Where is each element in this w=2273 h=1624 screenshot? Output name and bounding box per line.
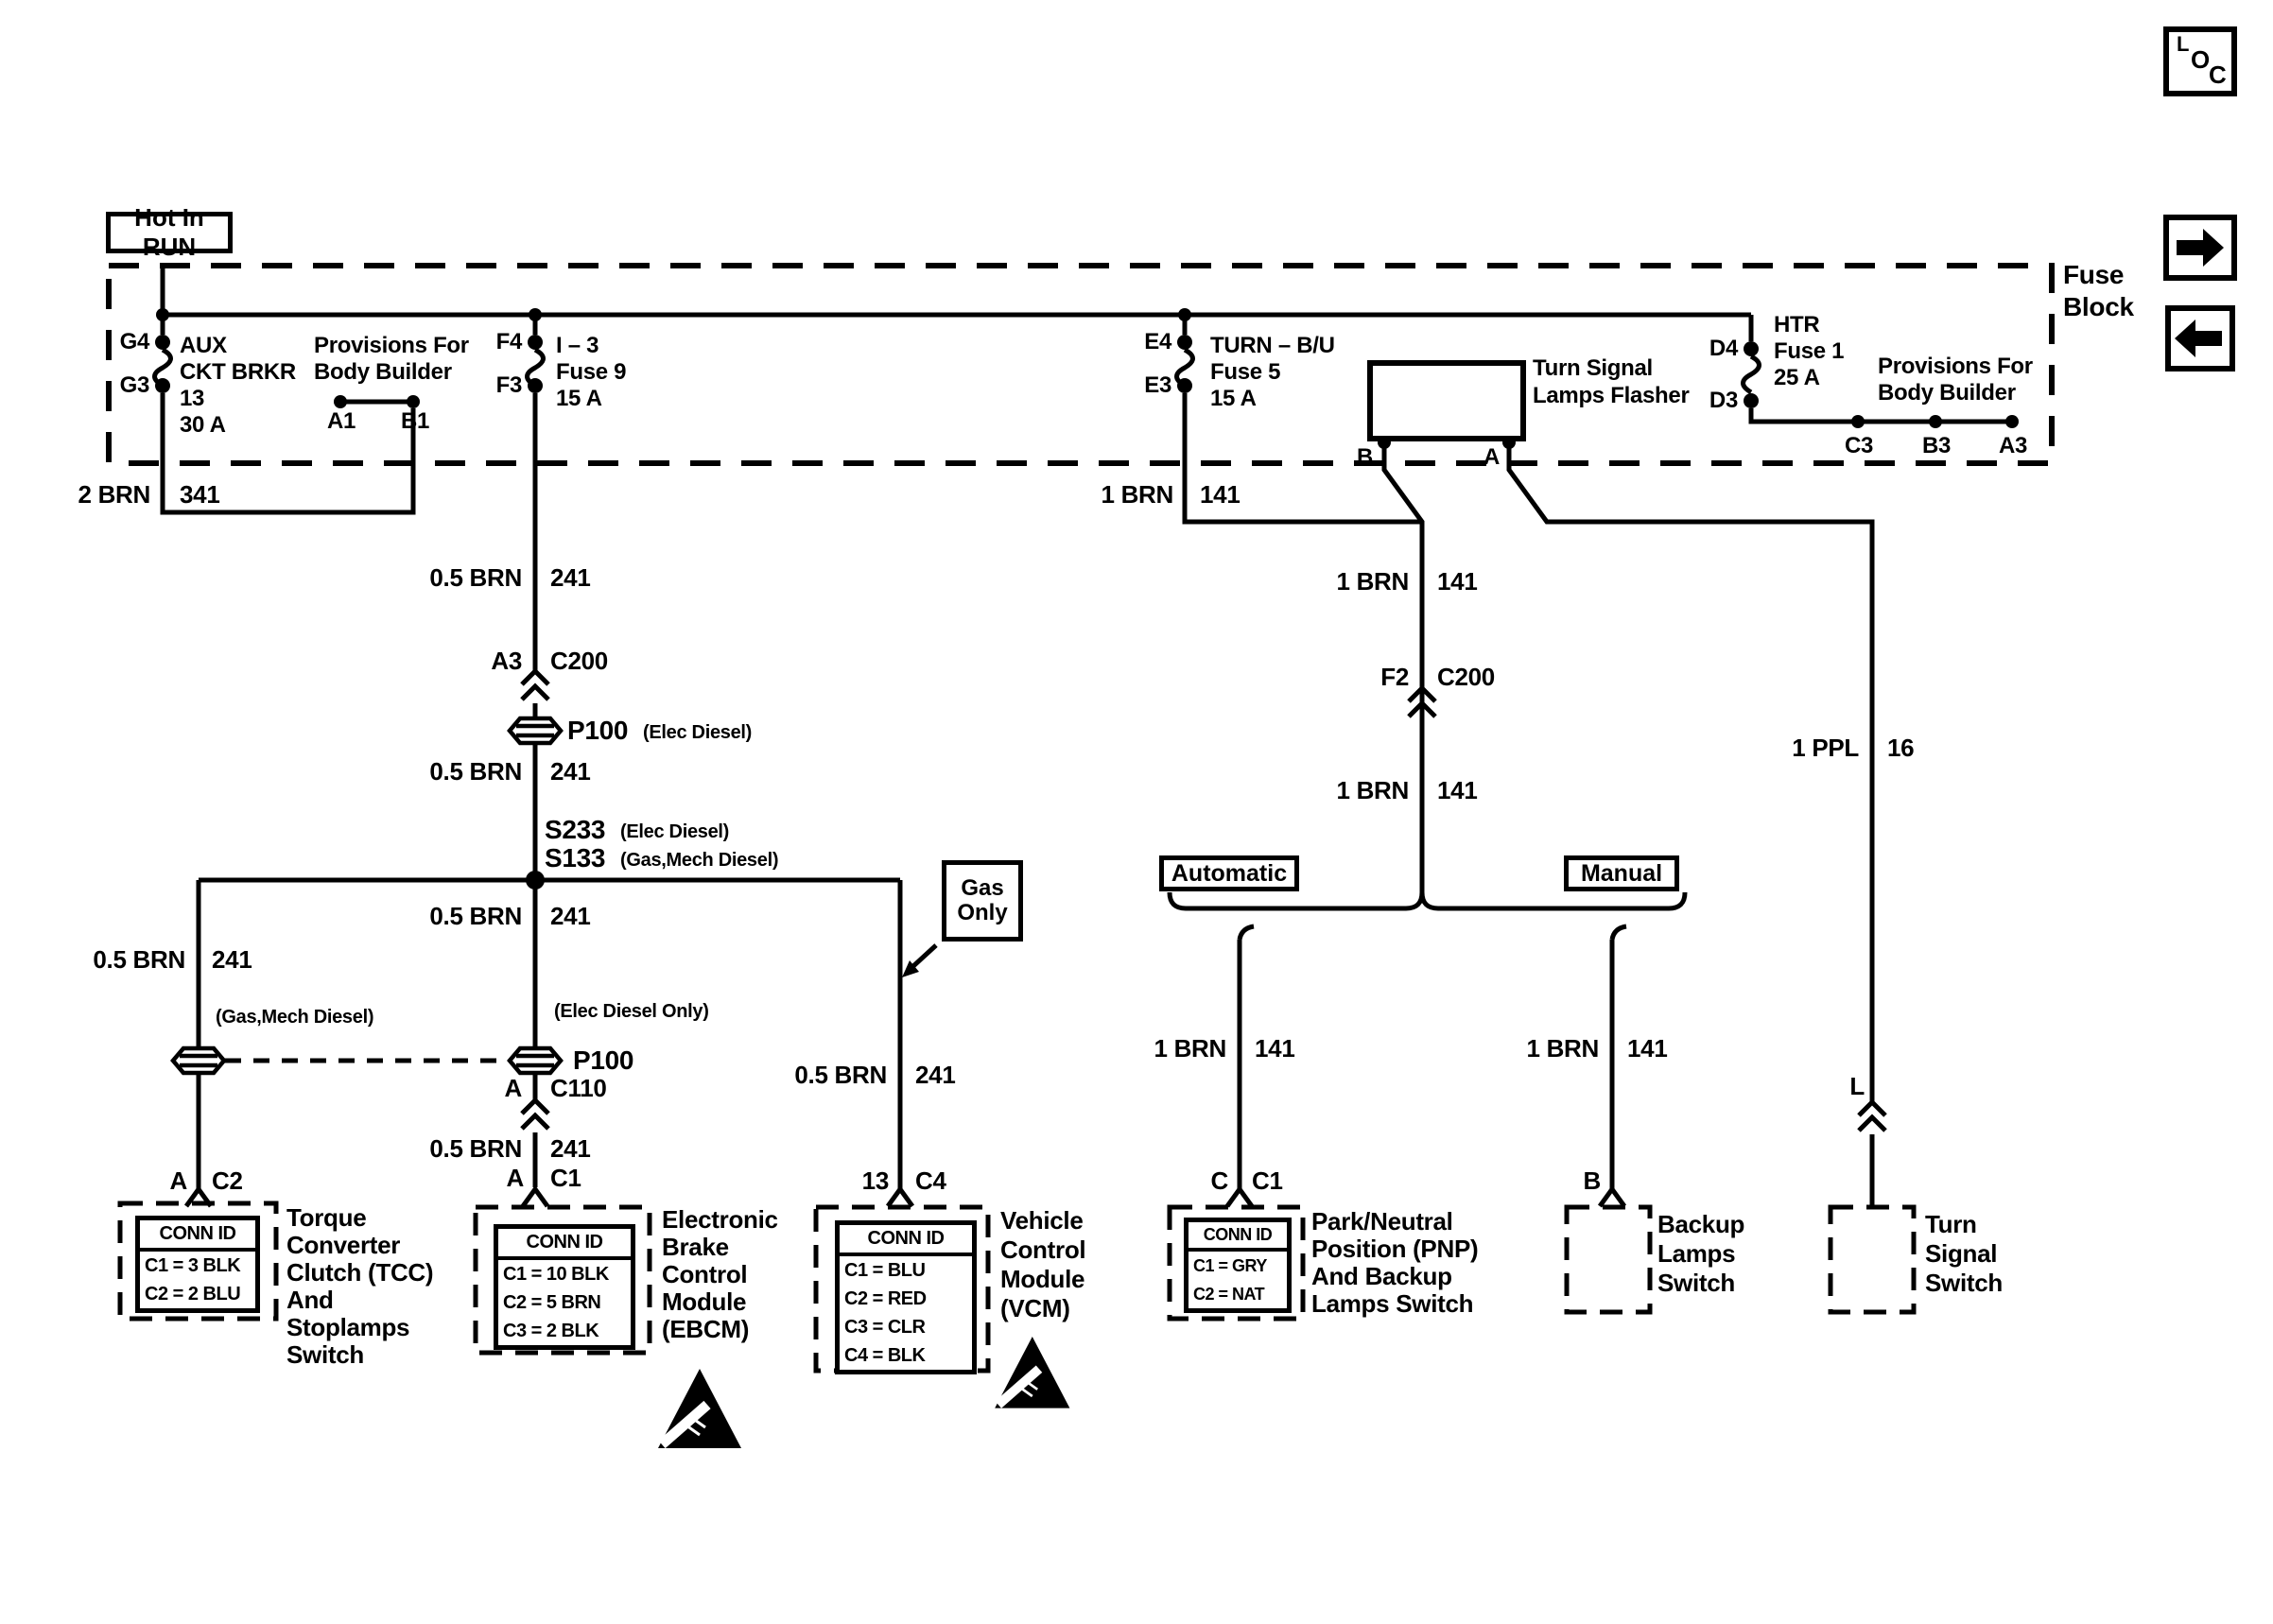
fuse-block-title-1: Fuse (2063, 260, 2125, 289)
connector-name: C200 (1437, 663, 1495, 691)
wire-gauge: 1 BRN (1101, 480, 1173, 509)
terminal-pin: 13 (861, 1166, 889, 1195)
tcc-conn-id-table (135, 1216, 260, 1313)
wire-circuit: 141 (1255, 1034, 1295, 1063)
ebcm-name-line: Control (662, 1260, 748, 1288)
conn-id-row: C2 = 5 BRN (503, 1292, 601, 1313)
wire-gauge: 2 BRN (78, 480, 150, 509)
pnp-name-line: Park/Neutral (1311, 1207, 1453, 1235)
pnp-name-line: Lamps Switch (1311, 1289, 1474, 1318)
tcc-name-line: Switch (286, 1340, 364, 1369)
splice-note: (Gas,Mech Diesel) (620, 850, 779, 871)
conn-id-row: C2 = RED (844, 1288, 927, 1309)
c200-a3-connector-icon (522, 671, 548, 684)
pin-f3: F3 (495, 372, 522, 398)
pin-a1: A1 (327, 408, 356, 434)
vcm-name-line: Module (1000, 1265, 1085, 1293)
wire-gauge: 1 BRN (1526, 1034, 1599, 1063)
pin-d4: D4 (1709, 336, 1738, 361)
terminal-pin: A (169, 1166, 187, 1195)
pnp-name (1311, 1208, 1478, 1318)
gas-only-arrow-line (913, 945, 936, 966)
connector-pin: A (504, 1074, 522, 1102)
ebcm-name-line: Electronic (662, 1205, 778, 1234)
turn-name-line: Signal (1925, 1239, 1998, 1268)
pin-e4: E4 (1144, 329, 1171, 354)
provisions-line: Body Builder (314, 359, 452, 385)
flasher-line: Lamps Flasher (1533, 383, 1690, 408)
wire-gauge: 1 BRN (1336, 776, 1409, 804)
terminal-pin: C (1210, 1166, 1228, 1195)
grommet-note: (Elec Diesel Only) (554, 1001, 709, 1022)
provisions-line: Provisions For (314, 333, 469, 358)
wire-gauge: 1 PPL (1792, 734, 1859, 762)
ebcm-name (662, 1206, 778, 1343)
fuse9-line: Fuse 9 (556, 359, 627, 385)
c200-a3-connector-icon (522, 686, 548, 700)
fuse9-wire (528, 315, 544, 671)
splice-note: (Elec Diesel) (620, 821, 730, 842)
turn-switch-outline (1831, 1207, 1914, 1312)
conn-id-row: C1 = GRY (1193, 1256, 1267, 1275)
loc-letter-o: O (2191, 45, 2210, 74)
conn-id-header: CONN ID (140, 1220, 255, 1252)
wire-gauge: 0.5 BRN (429, 1134, 522, 1163)
conn-id-row: C2 = 2 BLU (145, 1284, 241, 1304)
vcm-conn-id-table (835, 1220, 977, 1374)
connector-name: C200 (550, 647, 608, 675)
wire-gauge: 0.5 BRN (429, 902, 522, 930)
wire-gauge: 0.5 BRN (429, 757, 522, 786)
turn-name-line: Turn (1925, 1210, 1977, 1238)
aux-line: 13 (180, 386, 205, 411)
wire-circuit: 241 (212, 945, 252, 974)
split-brace (1170, 892, 1685, 908)
gas-only-line: Gas (961, 875, 1004, 901)
conn-id-row: C3 = 2 BLK (503, 1321, 599, 1341)
wire-circuit: 241 (550, 902, 591, 930)
p100-lower-grommet-icon (510, 1048, 561, 1073)
vcm-terminal-icon (888, 1189, 912, 1206)
backup-name-line: Switch (1657, 1269, 1735, 1297)
wire-gauge: 0.5 BRN (794, 1061, 887, 1089)
terminal-dots (155, 308, 2019, 977)
terminal-conn: C1 (1252, 1166, 1283, 1195)
wire-gauge: 0.5 BRN (93, 945, 185, 974)
tcc-name (286, 1204, 433, 1369)
pnp-name-line: Position (PNP) (1311, 1235, 1479, 1263)
wire-gauge: 0.5 BRN (429, 563, 522, 592)
conn-id-row: C1 = 10 BLK (503, 1264, 609, 1285)
next-page-button[interactable] (2163, 215, 2237, 281)
pnp-terminal-icon (1227, 1189, 1252, 1206)
fuse5-line: TURN – B/U (1210, 333, 1335, 358)
pin-b3: B3 (1922, 433, 1952, 458)
ebcm-conn-id-table (494, 1224, 635, 1350)
ebcm-name-line: Module (662, 1287, 747, 1316)
backup-name-line: Backup (1657, 1210, 1745, 1238)
provisions-right-label (1878, 354, 2033, 406)
aux-breaker-label (180, 333, 296, 439)
left-arrow-icon (2171, 311, 2230, 366)
provisions-left-label (314, 333, 469, 386)
conn-id-row: C1 = 3 BLK (145, 1255, 241, 1276)
conn-id-row: C2 = NAT (1193, 1285, 1265, 1304)
grommet-name: P100 (567, 716, 629, 745)
loc-letter-l: L (2177, 32, 2190, 56)
grommet-note: (Gas,Mech Diesel) (216, 1007, 374, 1028)
splice-name: S233 (545, 815, 606, 844)
pin-a3: A3 (1999, 433, 2028, 458)
fuse5-label (1210, 333, 1335, 412)
connector-pin: F2 (1380, 663, 1409, 691)
pin-b1: B1 (401, 408, 430, 434)
fuse1-label (1774, 312, 1844, 391)
terminal-conn: C2 (212, 1166, 243, 1195)
esd-warning-icon (658, 1369, 741, 1448)
fuse5-line: Fuse 5 (1210, 359, 1281, 385)
pin-c3: C3 (1845, 433, 1874, 458)
automatic-tag (1159, 855, 1299, 891)
aux-line: AUX (180, 333, 227, 358)
tcc-name-line: Stoplamps (286, 1313, 410, 1341)
right-arrow-icon (2169, 220, 2231, 275)
wire-circuit: 241 (550, 563, 591, 592)
ebcm-name-line: (EBCM) (662, 1315, 750, 1343)
pnp-conn-id-table (1184, 1218, 1292, 1313)
pnp-name-line: And Backup (1311, 1262, 1452, 1290)
tcc-name-line: Clutch (TCC) (286, 1258, 434, 1287)
flasher-a-wire (1509, 442, 1872, 1102)
turn-switch-name (1925, 1210, 2003, 1298)
flasher-pin-a: A (1483, 444, 1500, 470)
turn-l-connector-icon (1859, 1117, 1885, 1131)
wire-circuit: 341 (180, 480, 220, 509)
gas-only-tag (942, 860, 1023, 942)
manual-label: Manual (1580, 859, 1663, 887)
fuse1-line: HTR (1774, 312, 1820, 337)
wire-circuit: 141 (1627, 1034, 1668, 1063)
connector-name: C110 (550, 1074, 607, 1102)
terminal-conn: C4 (915, 1166, 946, 1195)
fuse9-label (556, 333, 626, 412)
conn-id-row: C3 = CLR (844, 1317, 926, 1338)
hot-in-run-tag (106, 203, 233, 261)
p100-upper-grommet-icon (510, 718, 561, 743)
c110-connector-icon (522, 1100, 548, 1114)
fuse9-line: I – 3 (556, 333, 599, 358)
fuse5-line: 15 A (1210, 386, 1257, 411)
gas-only-line: Only (957, 900, 1008, 925)
conn-id-row: C4 = BLK (844, 1345, 926, 1366)
prev-page-button[interactable] (2165, 305, 2235, 371)
automatic-label: Automatic (1171, 859, 1288, 887)
manual-branch-wire (1612, 926, 1626, 1189)
ebcm-terminal-icon (523, 1189, 547, 1206)
flasher-pin-b: B (1356, 444, 1373, 470)
wire-circuit: 141 (1437, 567, 1478, 596)
backup-name-line: Lamps (1657, 1239, 1736, 1268)
ebcm-name-line: Brake (662, 1233, 729, 1261)
tcc-name-line: Converter (286, 1231, 401, 1259)
terminal-pin: B (1583, 1166, 1601, 1195)
wire-gauge: 1 BRN (1154, 1034, 1226, 1063)
tcc-name-line: Torque (286, 1203, 367, 1232)
flasher-body (1370, 363, 1523, 439)
fuse-block-title-2: Block (2063, 292, 2134, 321)
pin-f4: F4 (495, 329, 522, 354)
wire-circuit: 241 (550, 757, 591, 786)
turn-l-connector-icon (1859, 1102, 1885, 1115)
automatic-branch-wire (1240, 926, 1254, 1189)
bus-wire (163, 268, 1751, 335)
hot-in-run-label: Hot In RUN (134, 203, 204, 261)
backup-terminal-icon (1600, 1189, 1624, 1206)
wire-circuit: 16 (1887, 734, 1915, 762)
wire-gauge: 1 BRN (1336, 567, 1409, 596)
vcm-name-line: (VCM) (1000, 1294, 1070, 1322)
terminal-pin: A (506, 1164, 524, 1192)
provisions-line: Body Builder (1878, 380, 2016, 406)
fuse1-line: Fuse 1 (1774, 338, 1845, 364)
connector-pin: A3 (491, 647, 522, 675)
pin-g4: G4 (119, 329, 149, 354)
vcm-name (1000, 1206, 1085, 1323)
loc-letter-c: C (2209, 60, 2227, 89)
provisions-line: Provisions For (1878, 354, 2033, 379)
left-grommet-icon (173, 1048, 224, 1073)
terminal-conn: C1 (550, 1164, 581, 1192)
c110-connector-icon (522, 1115, 548, 1129)
conn-id-header: CONN ID (840, 1225, 972, 1256)
splice-name: S133 (545, 843, 606, 872)
conn-id-header: CONN ID (498, 1229, 631, 1260)
vcm-name-line: Vehicle (1000, 1206, 1084, 1235)
aux-line: CKT BRKR (180, 359, 296, 385)
conn-id-row: C1 = BLU (844, 1260, 926, 1281)
wire-circuit: 241 (915, 1061, 956, 1089)
flasher-label (1533, 354, 1690, 409)
pin-g3: G3 (119, 372, 149, 398)
wire-circuit: 241 (550, 1134, 591, 1163)
pin-d3: D3 (1709, 388, 1738, 413)
pin-e3: E3 (1144, 372, 1171, 398)
turn-name-line: Switch (1925, 1269, 2003, 1297)
vcm-name-line: Control (1000, 1235, 1086, 1264)
grommet-name: P100 (573, 1045, 634, 1075)
wire-circuit: 141 (1200, 480, 1241, 509)
connector-pin: L (1849, 1072, 1865, 1100)
tcc-name-line: And (286, 1286, 334, 1314)
flasher-line: Turn Signal (1533, 355, 1653, 381)
wire-circuit: 141 (1437, 776, 1478, 804)
loc-button[interactable] (2163, 26, 2237, 96)
esd-warning-icon (995, 1337, 1069, 1408)
grommet-note: (Elec Diesel) (643, 722, 753, 743)
backup-switch-name (1657, 1210, 1744, 1298)
fuse1-line: 25 A (1774, 365, 1820, 390)
splice-dot (526, 871, 545, 890)
backup-switch-outline (1567, 1207, 1650, 1312)
conn-id-header: CONN ID (1189, 1222, 1287, 1252)
aux-line: 30 A (180, 412, 226, 438)
fuse9-line: 15 A (556, 386, 602, 411)
manual-tag (1564, 855, 1679, 891)
